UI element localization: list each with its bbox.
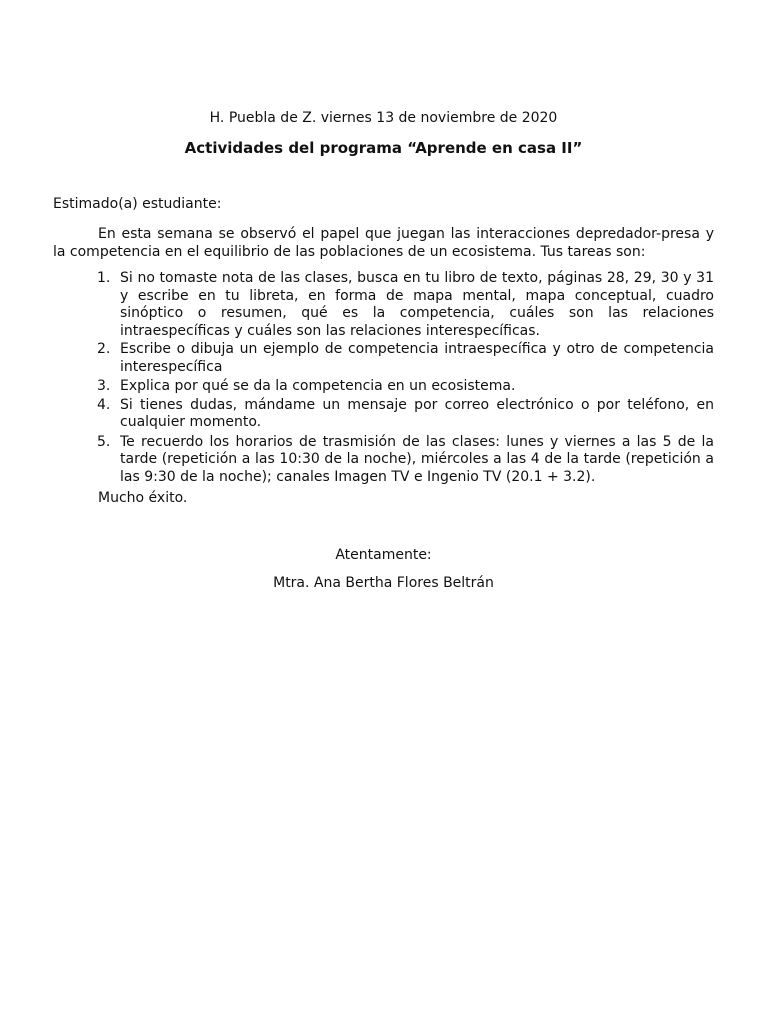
task-text: Si tienes dudas, mándame un mensaje por correo electrónico o por teléfono, en cualquier momento. xyxy=(120,396,714,430)
task-text: Te recuerdo los horarios de trasmisión de las clases: lunes y viernes a las 5 de la tarde (repetición a las 10:30 de la noche), miércoles a las 4 de la tarde (repetición a las 9:30 de la noche); canales Imagen TV e Ingenio TV (20.1 + 3.2). xyxy=(120,433,714,485)
task-item xyxy=(53,434,714,487)
task-item xyxy=(53,341,714,376)
task-number: 4. xyxy=(97,396,111,413)
signature-name: Mtra. Ana Bertha Flores Beltrán xyxy=(273,575,494,591)
task-text: Explica por qué se da la competencia en un ecosistema. xyxy=(120,378,516,394)
date-line: H. Puebla de Z. viernes 13 de noviembre de 2020 xyxy=(209,110,558,126)
task-item xyxy=(53,378,714,396)
intro-paragraph: En esta semana se observó el papel que juegan las interacciones depredador-presa y la competencia en el equilibrio de las poblaciones de un ecosistema. Tus tareas son: xyxy=(53,226,714,260)
task-number: 3. xyxy=(97,378,111,394)
closing-line: Mucho éxito. xyxy=(98,490,188,506)
task-number: 2. xyxy=(97,341,111,357)
task-number: 1. xyxy=(97,270,111,286)
task-item xyxy=(53,270,714,340)
task-text: Escribe o dibuja un ejemplo de competencia intraespecífica y otro de competencia interespecífica xyxy=(120,341,714,375)
regards-line: Atentamente: xyxy=(335,547,432,563)
task-text: Si no tomaste nota de las clases, busca en tu libro de texto, páginas 28, 29, 30 y 31 y escribe en tu libreta, en forma de mapa mental, mapa conceptual, cuadro sinóptico o resumen, qué es la competencia, cuáles son las relaciones intraespecíficas y cuáles son las relaciones interespecíficas. xyxy=(120,270,714,339)
document-title: Actividades del programa “Aprende en casa II” xyxy=(184,139,583,157)
task-list xyxy=(53,270,714,486)
task-item xyxy=(53,397,714,432)
greeting: Estimado(a) estudiante: xyxy=(53,196,222,212)
task-number: 5. xyxy=(97,433,111,450)
